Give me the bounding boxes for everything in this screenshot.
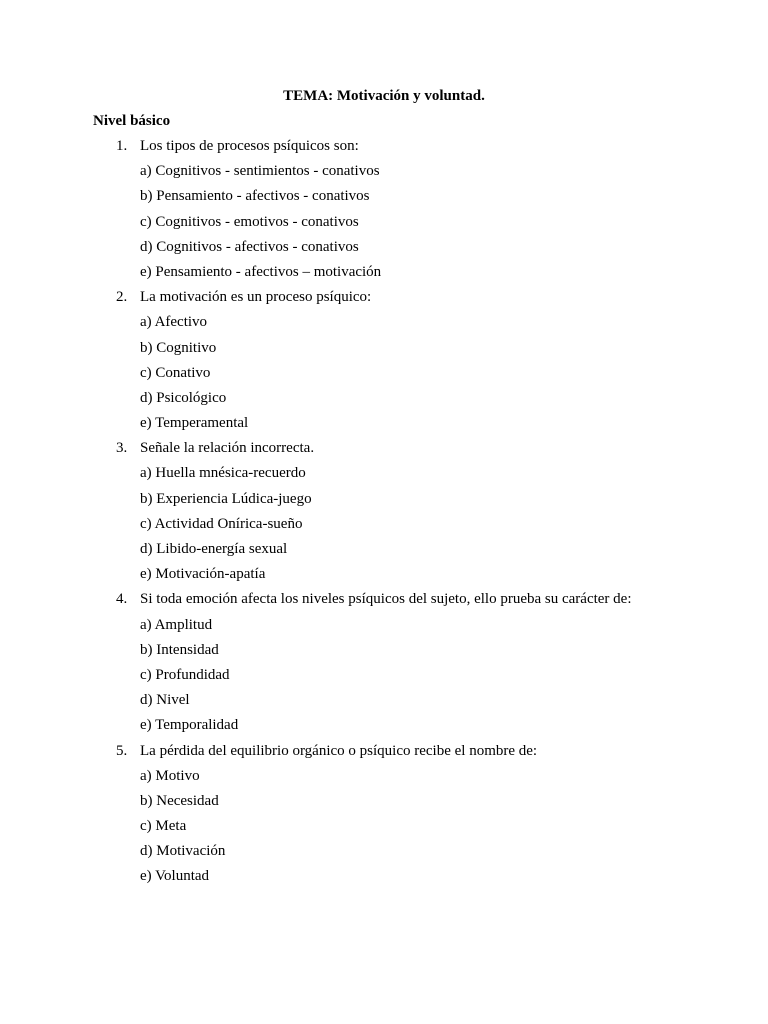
answer-options [0,463,768,589]
answer-option [0,766,768,791]
answer-option [0,338,768,363]
answer-options [0,766,768,892]
answer-option [0,615,768,640]
page-title: TEMA: Motivación y voluntad. [283,88,485,104]
question-item [0,741,768,892]
question-number: 1. [116,138,128,154]
question-text: La motivación es un proceso psíquico: [140,289,372,306]
question-line [0,136,768,161]
answer-option-text: b) Necesidad [140,792,219,809]
answer-options [0,312,768,438]
answer-option-text: d) Psicológico [140,389,227,406]
answer-option-text: c) Profundidad [140,666,230,683]
answer-option [0,564,768,589]
answer-option-text: b) Intensidad [140,641,219,658]
question-text: Los tipos de procesos psíquicos son: [140,138,359,154]
answer-option [0,539,768,564]
answer-option-text: a) Motivo [140,767,200,784]
answer-option [0,690,768,715]
question-line [0,589,768,614]
answer-option-text: d) Libido-energía sexual [140,541,288,557]
answer-option-text: c) Conativo [140,364,211,381]
answer-option [0,791,768,816]
answer-option-text: d) Motivación [140,843,226,860]
answer-options [0,615,768,741]
question-list [0,136,768,892]
answer-option [0,715,768,740]
question-text: Señale la relación incorrecta. [140,440,315,457]
answer-option-text: e) Voluntad [140,868,210,885]
question-number: 3. [116,440,128,457]
answer-option [0,186,768,211]
answer-option [0,363,768,388]
question-line [0,741,768,766]
answer-options [0,161,768,287]
section-heading: Nivel básico [93,113,171,129]
question-number: 2. [116,289,128,306]
question-line [0,287,768,312]
answer-option-text: d) Cognitivos - afectivos - conativos [140,238,359,255]
answer-option [0,237,768,262]
answer-option [0,489,768,514]
answer-option-text: c) Meta [140,818,187,835]
answer-option [0,514,768,539]
answer-option [0,816,768,841]
answer-option-text: e) Pensamiento - afectivos – motivación [140,263,382,280]
answer-option-text: c) Cognitivos - emotivos - conativos [140,213,359,230]
question-item [0,438,768,589]
answer-option-text: d) Nivel [140,692,190,709]
answer-option-text: b) Experiencia Lúdica-juego [140,490,312,507]
answer-option [0,161,768,186]
answer-option-text: c) Actividad Onírica-sueño [140,515,303,532]
answer-option-text: b) Pensamiento - afectivos - conativos [140,188,370,205]
answer-option [0,841,768,866]
answer-option [0,388,768,413]
question-item [0,589,768,740]
question-line [0,438,768,463]
question-item [0,287,768,438]
answer-option [0,312,768,337]
answer-option-text: b) Cognitivo [140,339,217,356]
answer-option-text: a) Afectivo [140,314,208,331]
answer-option-text: a) Huella mnésica-recuerdo [140,465,306,482]
answer-option-text: a) Cognitivos - sentimientos - conativos [140,163,380,180]
answer-option [0,640,768,665]
answer-option [0,212,768,237]
answer-option [0,866,768,891]
answer-option [0,665,768,690]
question-item [0,136,768,287]
answer-option [0,413,768,438]
answer-option [0,262,768,287]
answer-option [0,463,768,488]
question-text: Si toda emoción afecta los niveles psíquicos del sujeto, ello prueba su carácter de: [140,591,632,608]
answer-option-text: e) Temperamental [140,415,249,432]
answer-option-text: e) Motivación-apatía [140,566,266,583]
question-text: La pérdida del equilibrio orgánico o psíquico recibe el nombre de: [140,742,538,759]
question-number: 5. [116,742,128,759]
answer-option-text: e) Temporalidad [140,717,239,734]
question-number: 4. [116,591,128,608]
answer-option-text: a) Amplitud [140,616,213,633]
